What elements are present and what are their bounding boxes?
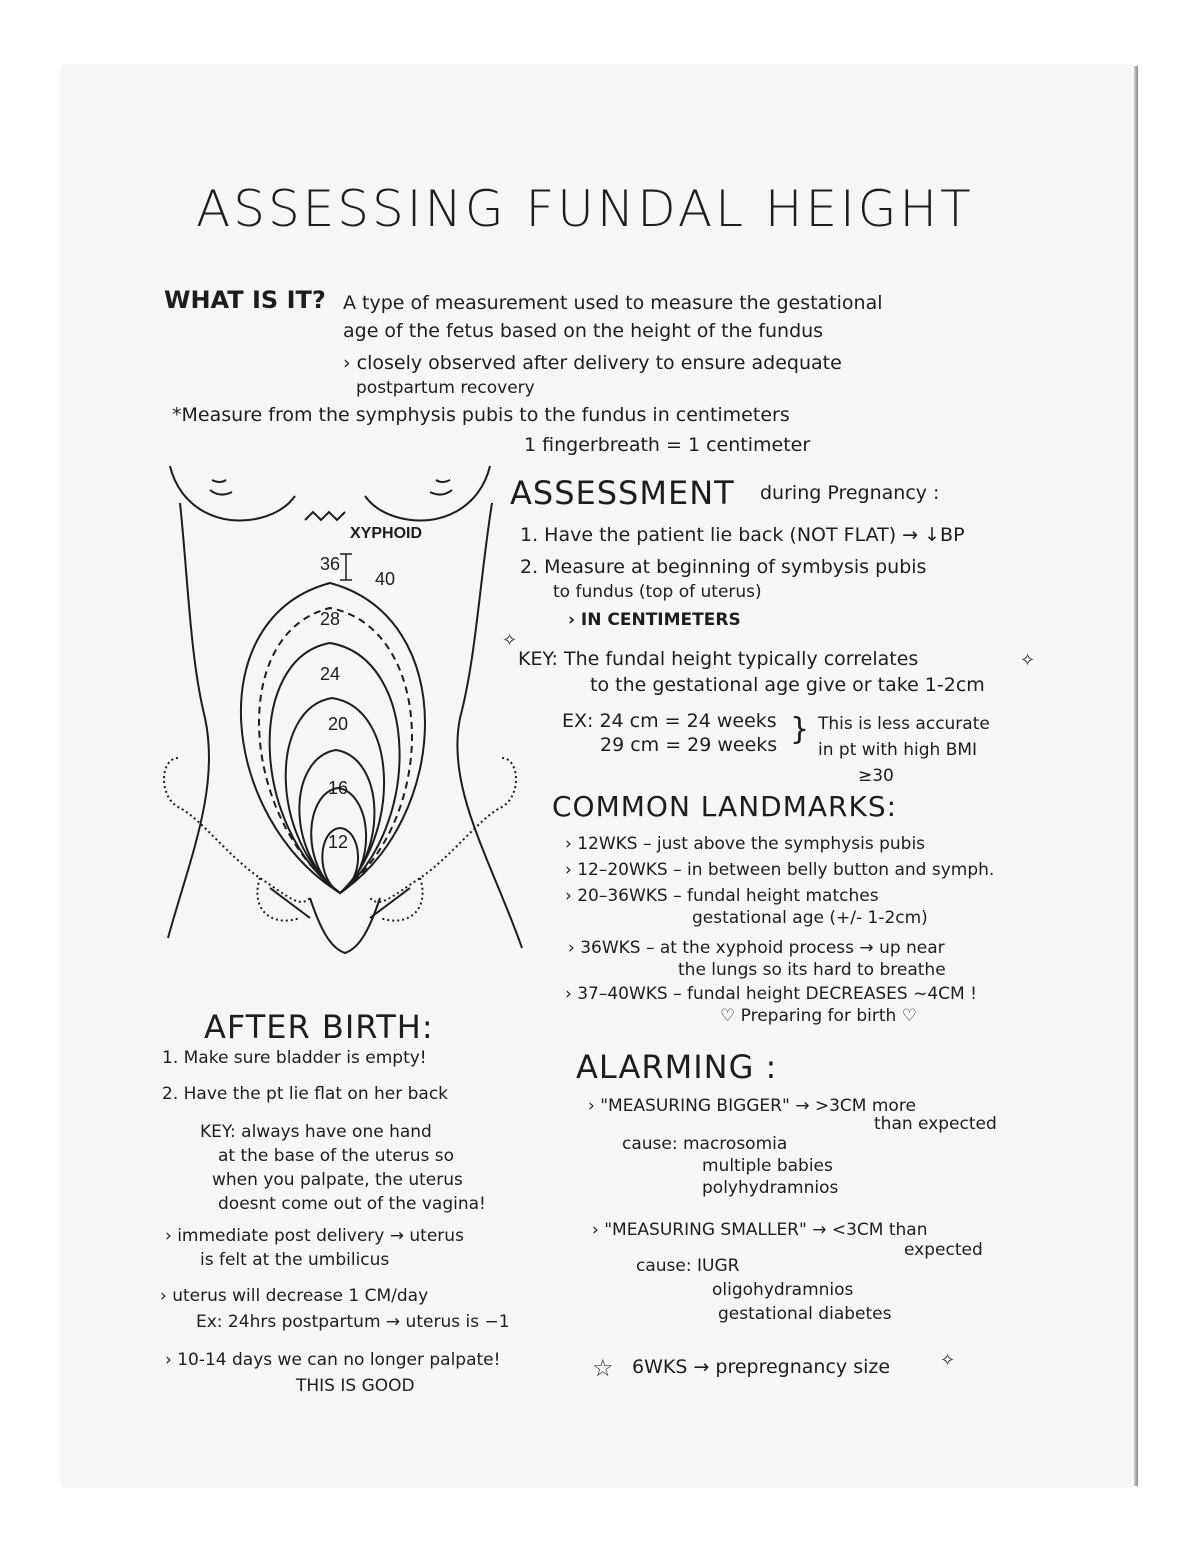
measuring-bigger: › "MEASURING BIGGER" → >3CM more [588, 1096, 916, 1116]
assessment-step-1: 1. Have the patient lie back (NOT FLAT) → ↓BP [520, 524, 965, 546]
landmark-preparing: ♡ Preparing for birth ♡ [720, 1006, 917, 1026]
landmark-20-36wks-cont: gestational age (+/- 1-2cm) [692, 908, 928, 928]
what-is-it-label: WHAT IS IT? [164, 286, 326, 314]
bmi-note-2: in pt with high BMI [818, 740, 978, 760]
bigger-cause-2: multiple babies [702, 1156, 833, 1176]
after-birth-key-4: doesnt come out of the vagina! [218, 1194, 486, 1214]
measuring-smaller: › "MEASURING SMALLER" → <3CM than [592, 1220, 928, 1240]
week-28-label: 28 [320, 609, 341, 629]
week-16-label: 16 [328, 778, 349, 798]
smaller-cause-3: gestational diabetes [718, 1304, 892, 1324]
assessment-heading: ASSESSMENT [510, 474, 735, 512]
sparkle-icon: ✧ [502, 630, 518, 651]
assessment-step-2b: to fundus (top of uterus) [553, 582, 762, 602]
decrease-rate: › uterus will decrease 1 CM/day [160, 1286, 429, 1306]
assessment-example-2: 29 cm = 29 weeks [600, 734, 778, 756]
what-line-4: postpartum recovery [356, 378, 535, 398]
landmarks-heading: COMMON LANDMARKS: [552, 790, 898, 823]
bigger-cause-1: cause: macrosomia [622, 1134, 788, 1154]
decrease-example: Ex: 24hrs postpartum → uterus is −1 [196, 1312, 510, 1332]
assessment-step-2a: 2. Measure at beginning of symbysis pubis [520, 556, 927, 578]
what-line-1: A type of measurement used to measure the gestational [343, 292, 883, 314]
measuring-bigger-cont: than expected [874, 1114, 997, 1134]
bmi-note-1: This is less accurate [818, 714, 990, 734]
smaller-cause-2: oligohydramnios [712, 1280, 854, 1300]
landmark-12wks: › 12WKS – just above the symphysis pubis [565, 834, 926, 854]
what-line-2: age of the fetus based on the height of the fundus [343, 320, 824, 342]
assessment-key-1: KEY: The fundal height typically correlates [518, 648, 919, 670]
after-birth-key-1: KEY: always have one hand [200, 1122, 432, 1142]
landmark-12-20wks: › 12–20WKS – in between belly button and symph. [565, 860, 995, 880]
week-24-label: 24 [320, 664, 341, 684]
measuring-smaller-cont: expected [904, 1240, 983, 1260]
prepregnancy-note: 6WKS → prepregnancy size [632, 1356, 891, 1378]
what-line-3: › closely observed after delivery to ensure adequate [343, 352, 842, 374]
sparkle-icon: ✧ [940, 1350, 956, 1371]
week-12-label: 12 [328, 832, 349, 852]
post-delivery-1: › immediate post delivery → uterus [165, 1226, 464, 1246]
bigger-cause-3: polyhydramnios [702, 1178, 839, 1198]
palpate-good: THIS IS GOOD [296, 1376, 415, 1396]
assessment-example-1: EX: 24 cm = 24 weeks [562, 710, 777, 732]
landmark-37-40wks: › 37–40WKS – fundal height DECREASES ~4CM ! [565, 984, 977, 1004]
smaller-cause-1: cause: IUGR [636, 1256, 740, 1276]
fundal-height-diagram [150, 458, 530, 978]
assessment-key-2: to the gestational age give or take 1-2cm [590, 674, 985, 696]
page-title: ASSESSING FUNDAL HEIGHT [196, 180, 974, 238]
after-birth-step-1: 1. Make sure bladder is empty! [162, 1048, 427, 1068]
landmark-36wks: › 36WKS – at the xyphoid process → up near [568, 938, 945, 958]
post-delivery-2: is felt at the umbilicus [200, 1250, 390, 1270]
measure-note: *Measure from the symphysis pubis to the fundus in centimeters [172, 404, 790, 426]
week-40-label: 40 [375, 569, 396, 589]
star-icon: ☆ [592, 1354, 614, 1382]
xyphoid-label: XYPHOID [350, 525, 423, 542]
after-birth-key-3: when you palpate, the uterus [212, 1170, 463, 1190]
assessment-step-2c: › IN CENTIMETERS [568, 610, 741, 630]
week-20-label: 20 [328, 714, 349, 734]
landmark-20-36wks: › 20–36WKS – fundal height matches [565, 886, 879, 906]
week-36-label: 36 [320, 554, 341, 574]
bmi-note-3: ≥30 [858, 766, 894, 786]
landmark-36wks-cont: the lungs so its hard to breathe [678, 960, 946, 980]
alarming-heading: ALARMING : [576, 1048, 778, 1086]
after-birth-key-2: at the base of the uterus so [218, 1146, 454, 1166]
fingerbreath-note: 1 fingerbreath = 1 centimeter [524, 434, 811, 456]
bracket-icon: } [790, 712, 810, 747]
after-birth-heading: AFTER BIRTH: [204, 1008, 434, 1046]
sparkle-icon: ✧ [1020, 650, 1036, 671]
page-edge-shadow [1134, 66, 1138, 1486]
assessment-subheading: during Pregnancy : [760, 482, 940, 504]
after-birth-step-2: 2. Have the pt lie flat on her back [162, 1084, 449, 1104]
palpate-note: › 10-14 days we can no longer palpate! [165, 1350, 501, 1370]
